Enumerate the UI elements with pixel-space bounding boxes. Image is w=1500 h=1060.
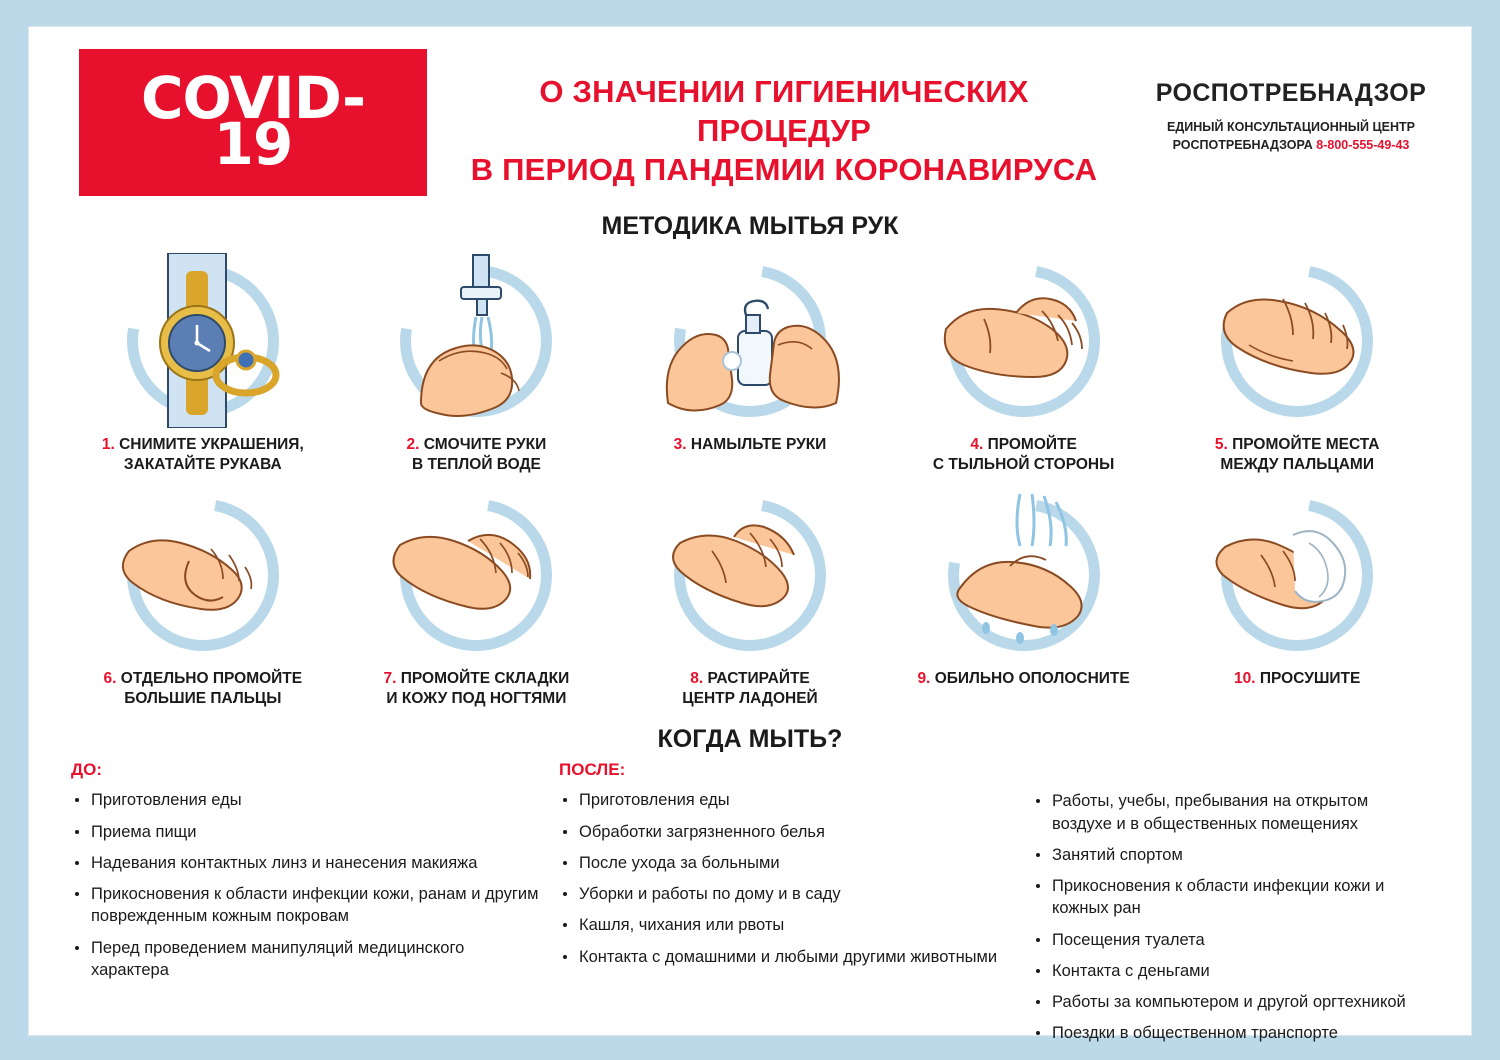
step-8-line2: ЦЕНТР ЛАДОНЕЙ: [682, 690, 818, 708]
step-1-caption: [69, 435, 337, 475]
towel-dry-icon: [1197, 495, 1397, 655]
step-2-line1: СМОЧИТЕ РУКИ: [423, 435, 547, 453]
list-item: Уборки и работы по дому и в саду: [559, 883, 1014, 905]
step-4-caption: [890, 435, 1158, 475]
step-6-caption: [69, 669, 337, 709]
list-item: Приготовления еды: [71, 789, 541, 811]
list-item: Обработки загрязненного белья: [559, 821, 1014, 843]
step-6-art: [69, 485, 337, 665]
step-1-art: [69, 251, 337, 431]
step-2-line2: В ТЕПЛОЙ ВОДЕ: [411, 455, 541, 473]
nails-wash-icon: [376, 495, 576, 655]
step-5-line2: МЕЖДУ ПАЛЬЦАМИ: [1220, 455, 1374, 473]
step-3-number: 3.: [673, 435, 687, 453]
step-7-art: [343, 485, 611, 665]
step-8-caption: [616, 669, 884, 709]
before-list: [71, 789, 541, 981]
step-1: [69, 251, 337, 475]
list-item: Надевания контактных линз и нанесения макияжа: [71, 852, 541, 874]
hotline-phone: 8-800-555-49-43: [1316, 138, 1410, 153]
poster: [28, 26, 1472, 1043]
step-2-number: 2.: [406, 435, 420, 453]
after-column: [559, 760, 1014, 1053]
list-item: Кашля, чихания или рвоты: [559, 914, 1014, 936]
thumb-wash-icon: [103, 495, 303, 655]
step-10-caption: [1163, 669, 1431, 689]
step-5-caption: [1163, 435, 1431, 475]
step-5-line1: ПРОМОЙТЕ МЕСТА: [1232, 435, 1380, 453]
hands-back-icon: [924, 253, 1124, 428]
list-item: Поездки в общественном транспорте: [1032, 1022, 1429, 1044]
covid-badge: COVID-19: [79, 49, 427, 196]
list-item: Посещения туалета: [1032, 929, 1429, 951]
list-item: Приготовления еды: [559, 789, 1014, 811]
step-7-line2: И КОЖУ ПОД НОГТЯМИ: [386, 690, 567, 708]
step-10-number: 10.: [1234, 670, 1256, 688]
step-1-number: 1.: [101, 435, 115, 453]
step-3-art: [616, 251, 884, 431]
step-5-number: 5.: [1214, 435, 1228, 453]
rinse-water-icon: [924, 488, 1124, 663]
poster-title-line1: О ЗНАЧЕНИИ ГИГИЕНИЧЕСКИХ ПРОЦЕДУР: [539, 74, 1029, 148]
spacer: [1032, 760, 1429, 790]
step-9-number: 9.: [917, 670, 931, 688]
step-3-line1: НАМЫЛЬТЕ РУКИ: [690, 435, 827, 453]
step-1-line2: ЗАКАТАЙТЕ РУКАВА: [123, 455, 282, 473]
steps-row-2: [29, 485, 1471, 709]
interlaced-fingers-icon: [1197, 253, 1397, 428]
step-9-caption: [890, 669, 1158, 689]
step-5-art: [1163, 251, 1431, 431]
step-10: [1163, 485, 1431, 709]
list-item: Работы за компьютером и другой оргтехникой: [1032, 991, 1429, 1013]
step-6: [69, 485, 337, 709]
step-2-art: [343, 251, 611, 431]
step-4-line1: ПРОМОЙТЕ: [987, 435, 1077, 453]
before-heading: ДО:: [71, 760, 102, 780]
step-7-number: 7.: [383, 670, 397, 688]
step-3-caption: [616, 435, 884, 455]
list-item: Приема пищи: [71, 821, 541, 843]
step-10-art: [1163, 485, 1431, 665]
list-item: Прикосновения к области инфекции кожи, ранам и другим поврежденным кожным покровам: [71, 883, 541, 928]
list-item: Контакта с домашними и любыми другими животными: [559, 946, 1014, 968]
step-4-art: [890, 251, 1158, 431]
step-9-art: [890, 485, 1158, 665]
step-7: [343, 485, 611, 709]
step-6-line2: БОЛЬШИЕ ПАЛЬЦЫ: [124, 690, 282, 708]
rospotrebnadzor-block: [1141, 49, 1441, 154]
faucet-hands-icon: [381, 253, 571, 428]
soap-dispenser-icon: [650, 253, 850, 428]
poster-header: [29, 27, 1471, 196]
watch-ring-icon: [108, 253, 298, 428]
step-8: [616, 485, 884, 709]
poster-title-line2: В ПЕРИОД ПАНДЕМИИ КОРОНАВИРУСА: [470, 151, 1098, 187]
step-6-number: 6.: [103, 670, 117, 688]
step-8-line1: РАСТИРАЙТЕ: [707, 670, 810, 688]
method-title: МЕТОДИКА МЫТЬЯ РУК: [601, 211, 899, 240]
org-subtitle: [1141, 118, 1441, 154]
poster-title: [453, 49, 1115, 189]
step-2: [343, 251, 611, 475]
step-9: [890, 485, 1158, 709]
list-item: Работы, учебы, пребывания на открытом воздухе и в общественных помещениях: [1032, 790, 1429, 835]
after-column-continued: [1032, 760, 1429, 1053]
after-heading: ПОСЛЕ:: [559, 760, 626, 780]
list-item: Перед проведением манипуляций медицинского характера: [71, 937, 541, 982]
steps-row-1: [29, 251, 1471, 475]
list-item: После ухода за больными: [559, 852, 1014, 874]
list-item: Контакта с деньгами: [1032, 960, 1429, 982]
when-title: КОГДА МЫТЬ?: [657, 725, 843, 754]
list-item: Занятий спортом: [1032, 844, 1429, 866]
step-4-number: 4.: [970, 435, 984, 453]
list-item: Прикосновения к области инфекции кожи и кожных ран: [1032, 875, 1429, 920]
org-subtitle-line2: РОСПОТРЕБНАДЗОРА 8-800-555-49-43: [1172, 138, 1410, 153]
step-7-caption: [343, 669, 611, 709]
step-4-line2: С ТЫЛЬНОЙ СТОРОНЫ: [932, 455, 1115, 473]
org-name: РОСПОТРЕБНАДЗОР: [1155, 79, 1427, 107]
step-6-line1: ОТДЕЛЬНО ПРОМОЙТЕ: [120, 670, 303, 688]
step-5: [1163, 251, 1431, 475]
before-column: [71, 760, 541, 1053]
after-continued-list: [1032, 790, 1429, 1044]
step-8-art: [616, 485, 884, 665]
step-2-caption: [343, 435, 611, 475]
after-list: [559, 789, 1014, 968]
when-to-wash-section: [29, 754, 1471, 1053]
palm-rub-icon: [650, 495, 850, 655]
step-4: [890, 251, 1158, 475]
step-10-line1: ПРОСУШИТЕ: [1259, 670, 1361, 688]
step-9-line1: ОБИЛЬНО ОПОЛОСНИТЕ: [934, 670, 1130, 688]
step-3: [616, 251, 884, 475]
step-1-line1: СНИМИТЕ УКРАШЕНИЯ,: [119, 435, 304, 453]
step-7-line1: ПРОМОЙТЕ СКЛАДКИ: [400, 670, 570, 688]
org-subtitle-line1: ЕДИНЫЙ КОНСУЛЬТАЦИОННЫЙ ЦЕНТР: [1167, 120, 1415, 134]
step-8-number: 8.: [690, 670, 704, 688]
